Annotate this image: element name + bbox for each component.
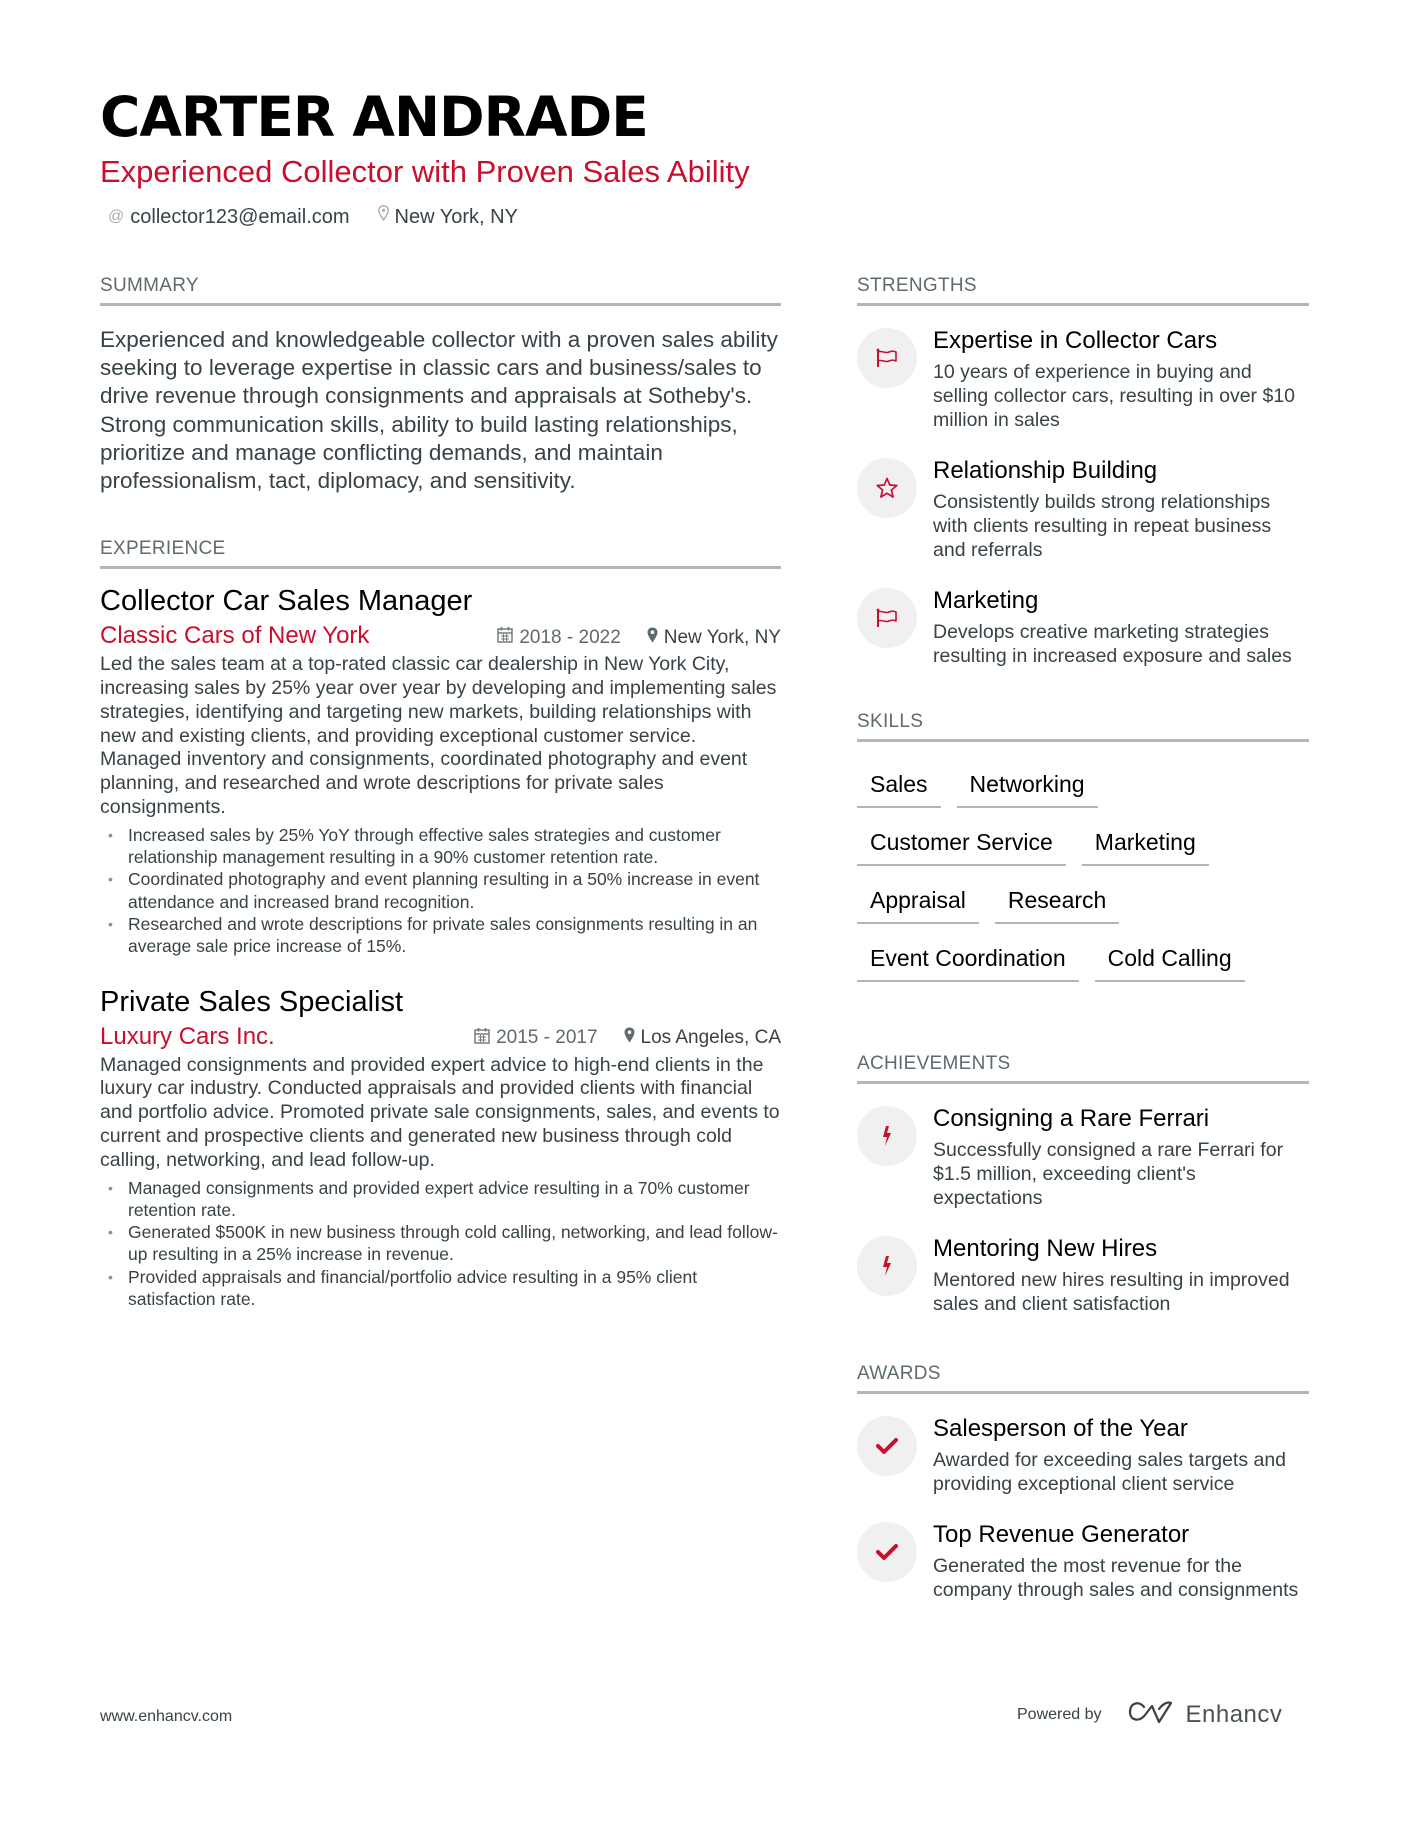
location-pin-icon [647,627,658,649]
contact-email[interactable] [108,204,350,230]
bullet-item: • Researched and wrote descriptions for private sales consignments resulting in an average sale price increase of 15%. [100,913,781,958]
enhancv-logo-icon [1128,1700,1174,1729]
location-pin-icon [378,204,389,230]
job-bullets [100,1177,781,1311]
calendar-icon [474,1027,490,1050]
job-entry [100,583,781,957]
strength-description: Develops creative marketing strategies resulting in increased exposure and sales [933,621,1292,667]
achievement-description: Mentored new hires resulting in improved sales and client satisfaction [933,1269,1290,1315]
enhancv-logo[interactable] [1128,1700,1283,1729]
section-title-skills: SKILLS [857,711,924,732]
job-title: Private Sales Specialist [100,985,404,1018]
footer-branding [1017,1700,1282,1729]
job-title: Collector Car Sales Manager [100,585,473,618]
skills-list [857,762,1309,994]
job-location: Los Angeles, CA [624,1027,781,1050]
skills-section [857,710,1309,994]
right-column [857,274,1309,1602]
footer-website-link[interactable]: www.enhancv.com [100,1708,233,1725]
section-divider [100,566,781,569]
achievement-item [857,1236,1309,1316]
job-bullets [100,824,781,958]
star-icon [857,458,917,518]
strengths-section [857,274,1309,668]
calendar-icon [497,626,513,649]
section-divider [857,739,1309,742]
bullet-item: • Generated $500K in new business through cold calling, networking, and lead follow-up resulting in a 25% increase in revenue. [100,1221,781,1266]
award-title: Salesperson of the Year [933,1415,1188,1442]
skill-tag: Event Coordination [857,936,1079,982]
job-location: New York, NY [647,626,781,649]
contact-row [100,204,1310,230]
strength-title: Expertise in Collector Cars [933,327,1218,354]
section-divider [857,1391,1309,1394]
section-title-summary: SUMMARY [100,275,199,296]
section-title-strengths: STRENGTHS [857,275,977,296]
strength-title: Marketing [933,587,1039,614]
section-title-achievements: ACHIEVEMENTS [857,1053,1011,1074]
bullet-item: • Provided appraisals and financial/portfolio advice resulting in a 95% client satisfaction rate. [100,1266,781,1311]
achievement-description: Successfully consigned a rare Ferrari for $1.5 million, exceeding client's expectations [933,1139,1284,1209]
strength-item [857,588,1309,668]
bullet-item: • Managed consignments and provided expert advice resulting in a 70% customer retention rate. [100,1177,781,1222]
section-title-awards: AWARDS [857,1363,941,1384]
award-description: Generated the most revenue for the company through sales and consignments [933,1555,1299,1601]
achievements-section [857,1052,1309,1316]
lightning-bolt-icon [857,1106,917,1166]
left-column [100,274,781,1310]
checkmark-icon [857,1416,917,1476]
flag-icon [857,328,917,388]
skill-tag: Appraisal [857,878,979,924]
company-name: Luxury Cars Inc. [100,1022,275,1050]
section-title-experience: EXPERIENCE [100,538,226,560]
candidate-headline: Experienced Collector with Proven Sales Ability [100,154,750,189]
checkmark-icon [857,1522,917,1582]
strength-description: 10 years of experience in buying and selling collector cars, resulting in over $10 million in sales [933,361,1296,431]
enhancv-logo-text: Enhancv [1185,1700,1283,1728]
skill-tag: Sales [857,762,941,808]
skill-tag: Customer Service [857,820,1066,866]
strength-description: Consistently builds strong relationships with clients resulting in repeat business and referrals [933,491,1272,561]
skill-tag: Networking [957,762,1098,808]
award-title: Top Revenue Generator [933,1521,1190,1548]
summary-text: Experienced and knowledgeable collector with a proven sales ability seeking to leverage expertise in classic cars and business/sales to drive revenue through consignments and appraisals at Sotheby's. Strong communication skills, ability to build lasting relationships, prioritize and manage conflicting demands, and maintain professionalism, tact, diplomacy, and sensitivity. [100,327,778,494]
section-divider [100,303,781,306]
achievement-item [857,1106,1309,1210]
location-pin-icon [624,1027,635,1049]
section-divider [857,1081,1309,1084]
section-divider [857,303,1309,306]
company-name: Classic Cars of New York [100,622,370,650]
award-item [857,1416,1309,1496]
job-meta [100,621,781,651]
location-text: New York, NY [394,206,518,228]
resume-header [100,84,1310,230]
job-meta [100,1022,781,1052]
job-dates: 2018 - 2022 [497,626,620,649]
job-description: Managed consignments and provided expert advice to high-end clients in the luxury car industry. Conducted appraisals and provided clients with financial and portfolio advice. Promoted private sale consignments, sales, and events to current and prospective clients and generated new business through cold calling, networking, and lead follow-up. [100,1053,780,1171]
job-description: Led the sales team at a top-rated classic car dealership in New York City, increasing sales by 25% year over year by developing and implementing sales strategies, identifying and targeting new markets, building relationships with new and existing clients, and providing exceptional customer service. Managed inventory and consignments, coordinated photography and event planning, and researched and wrote descriptions for private sales consignments. [100,653,777,818]
strength-title: Relationship Building [933,457,1158,484]
achievement-title: Mentoring New Hires [933,1235,1158,1262]
bullet-item: • Coordinated photography and event planning resulting in a 50% increase in event attendance and increased brand recognition. [100,868,781,913]
email-text: collector123@email.com [130,206,350,228]
strength-item [857,458,1309,562]
achievement-title: Consigning a Rare Ferrari [933,1105,1210,1132]
lightning-bolt-icon [857,1236,917,1296]
awards-section [857,1362,1309,1602]
powered-by-label: Powered by [1017,1705,1102,1723]
summary-section [100,274,781,495]
at-icon: @ [108,208,125,225]
award-description: Awarded for exceeding sales targets and providing exceptional client service [933,1449,1287,1495]
bullet-item: • Increased sales by 25% YoY through effective sales strategies and customer relationship management resulting in a 90% customer retention rate. [100,824,781,869]
skill-tag: Marketing [1082,820,1209,866]
skill-tag: Cold Calling [1095,936,1245,982]
experience-section [100,537,781,1310]
job-entry [100,984,781,1311]
contact-location [378,204,518,230]
skill-tag: Research [995,878,1119,924]
job-dates: 2015 - 2017 [474,1027,597,1050]
strength-item [857,328,1309,432]
flag-icon [857,588,917,648]
candidate-name: CARTER ANDRADE [100,85,648,149]
award-item [857,1522,1309,1602]
